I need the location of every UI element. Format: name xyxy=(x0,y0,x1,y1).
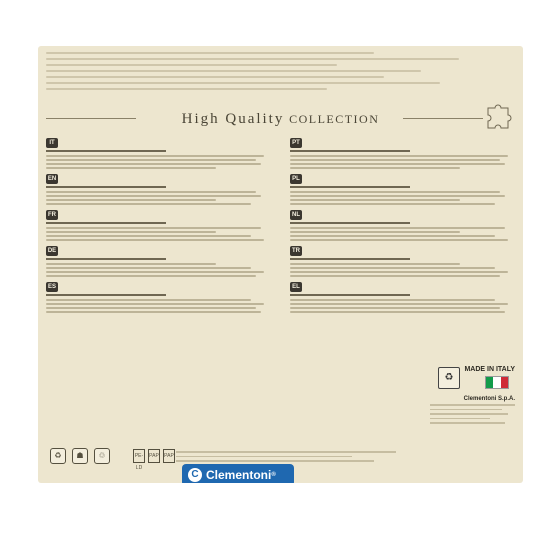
language-heading xyxy=(46,258,166,260)
language-text-line xyxy=(290,275,500,277)
language-block-fr xyxy=(46,210,271,246)
language-heading xyxy=(290,150,410,152)
language-text-line xyxy=(290,271,508,273)
recycle-icon: ♻ xyxy=(438,367,460,389)
language-text-line xyxy=(290,267,495,269)
language-block-it xyxy=(46,138,271,174)
language-block-pl xyxy=(290,174,515,210)
language-text-line xyxy=(290,159,500,161)
language-badge: PT xyxy=(290,138,302,148)
language-badge: NL xyxy=(292,212,300,218)
language-text-line xyxy=(290,199,460,201)
language-text-line xyxy=(46,195,261,197)
language-text-line xyxy=(290,195,505,197)
language-text-line xyxy=(290,235,495,237)
language-heading xyxy=(290,294,410,296)
language-text-line xyxy=(290,303,508,305)
language-text-line xyxy=(290,311,505,313)
language-text-line xyxy=(290,203,495,205)
language-text-line xyxy=(46,311,261,313)
language-badge: IT xyxy=(46,138,58,148)
language-text-line xyxy=(290,155,508,157)
clementoni-logo xyxy=(182,464,294,483)
language-text-line xyxy=(46,235,251,237)
language-heading xyxy=(46,150,166,152)
cert-icon-3: ♲ xyxy=(94,448,110,464)
flag-red xyxy=(501,377,508,388)
language-text-line xyxy=(46,271,264,273)
language-text-line xyxy=(290,191,500,193)
language-text-line xyxy=(46,155,264,157)
material-code-1: PE-LD xyxy=(133,449,145,463)
intro-text-block xyxy=(46,52,515,94)
language-text-line xyxy=(290,263,460,265)
language-heading xyxy=(290,258,410,260)
language-block-es xyxy=(46,282,271,318)
language-text-line xyxy=(290,239,508,241)
language-text-line xyxy=(46,159,256,161)
language-text-line xyxy=(290,299,495,301)
title-small: COLLECTION xyxy=(289,112,380,126)
language-text-line xyxy=(46,299,251,301)
safety-text-block xyxy=(176,451,396,465)
italy-flag-icon xyxy=(485,376,509,389)
language-text-line xyxy=(46,303,264,305)
language-badge: FR xyxy=(48,212,56,218)
language-text-line xyxy=(290,227,505,229)
language-block-de xyxy=(46,246,271,282)
material-code-3: PAP xyxy=(163,449,175,463)
language-block-el xyxy=(290,282,515,318)
language-text-line xyxy=(46,263,216,265)
cert-icon-1: ♻ xyxy=(50,448,66,464)
language-text-line xyxy=(46,267,251,269)
clementoni-c-icon: C xyxy=(188,468,202,482)
language-text-line xyxy=(46,239,264,241)
language-badge: EN xyxy=(47,176,57,182)
registered-mark: ® xyxy=(271,472,276,478)
language-block-nl xyxy=(290,210,515,246)
language-badge: ES xyxy=(47,284,56,290)
language-column-right xyxy=(290,138,515,318)
language-heading xyxy=(46,294,166,296)
language-badge: TR xyxy=(292,248,300,254)
language-text-line xyxy=(46,307,256,309)
company-name: Clementoni S.p.A. xyxy=(463,396,515,402)
language-text-line xyxy=(46,163,261,165)
material-code-2: PAP xyxy=(148,449,160,463)
language-block-tr xyxy=(290,246,515,282)
language-text-line xyxy=(46,199,216,201)
language-text-line xyxy=(46,167,216,169)
puzzle-piece-icon xyxy=(485,102,515,132)
flag-white xyxy=(493,377,500,388)
made-in-label: MADE IN ITALY xyxy=(464,366,515,373)
language-text-line xyxy=(290,307,500,309)
puzzle-box-back xyxy=(38,46,523,483)
language-text-line xyxy=(46,203,251,205)
certification-icons xyxy=(50,448,110,464)
language-column-left xyxy=(46,138,271,318)
language-heading xyxy=(290,222,410,224)
language-block-en xyxy=(46,174,271,210)
language-text-line xyxy=(290,163,505,165)
language-text-line xyxy=(46,227,261,229)
title-big: High Quality xyxy=(181,111,285,127)
language-heading xyxy=(290,186,410,188)
material-codes xyxy=(133,449,175,471)
language-badge: EL xyxy=(290,282,302,292)
collection-header xyxy=(38,108,523,130)
language-badge: PL xyxy=(290,174,302,184)
language-text-line xyxy=(46,275,256,277)
company-address xyxy=(430,396,515,427)
language-heading xyxy=(46,186,166,188)
language-text-line xyxy=(290,231,460,233)
brand-name: Clementoni xyxy=(206,468,272,482)
cert-icon-2: ☗ xyxy=(72,448,88,464)
flag-green xyxy=(486,377,493,388)
language-text-line xyxy=(290,167,460,169)
language-block-pt xyxy=(290,138,515,174)
language-text-line xyxy=(46,191,256,193)
language-badge: DE xyxy=(47,248,57,254)
language-text-line xyxy=(46,231,216,233)
language-heading xyxy=(46,222,166,224)
collection-title xyxy=(38,111,523,128)
